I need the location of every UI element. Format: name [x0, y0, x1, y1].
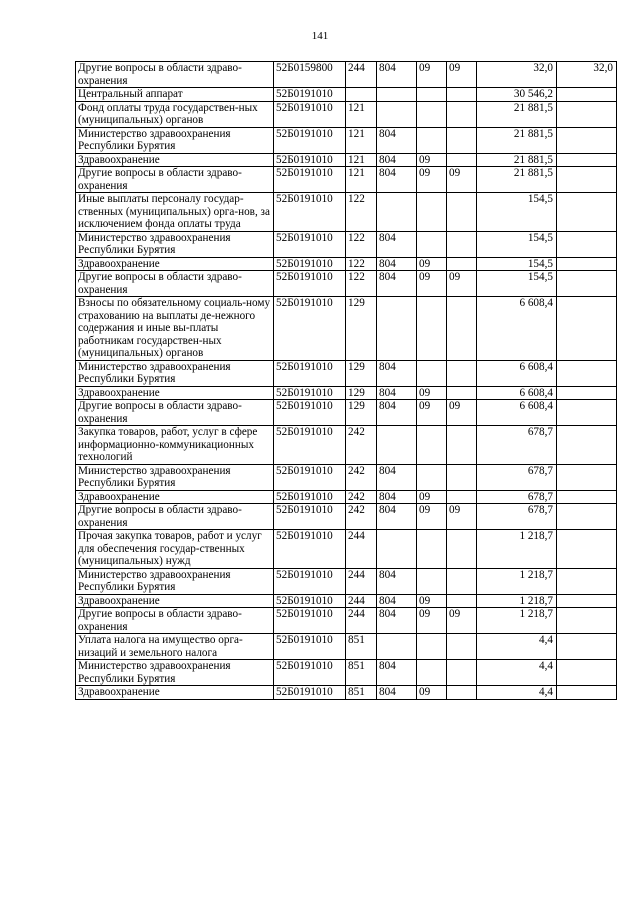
cell-subsection	[447, 127, 477, 153]
cell-section	[417, 297, 447, 361]
cell-subsection	[447, 386, 477, 400]
cell-section: 09	[417, 686, 447, 700]
table-row	[76, 127, 617, 153]
cell-amount: 678,7	[477, 426, 557, 465]
table-row	[76, 271, 617, 297]
cell-expense-type: 851	[346, 634, 377, 660]
cell-target-article: 52Б0191010	[274, 88, 346, 102]
cell-amount-extra	[557, 101, 617, 127]
cell-subsection: 09	[447, 400, 477, 426]
cell-department-code: 804	[377, 504, 417, 530]
cell-amount: 1 218,7	[477, 594, 557, 608]
cell-amount: 4,4	[477, 686, 557, 700]
cell-subsection	[447, 660, 477, 686]
cell-amount: 678,7	[477, 504, 557, 530]
cell-section	[417, 634, 447, 660]
cell-department-code: 804	[377, 490, 417, 504]
cell-expense-type: 244	[346, 608, 377, 634]
cell-department-code: 804	[377, 360, 417, 386]
cell-subsection	[447, 490, 477, 504]
cell-expense-type	[346, 88, 377, 102]
cell-section	[417, 360, 447, 386]
cell-department-code: 804	[377, 568, 417, 594]
cell-section: 09	[417, 504, 447, 530]
cell-subsection	[447, 153, 477, 167]
table-row	[76, 686, 617, 700]
cell-subsection	[447, 634, 477, 660]
cell-name: Здравоохранение	[76, 386, 274, 400]
table-body	[76, 62, 617, 700]
cell-department-code: 804	[377, 62, 417, 88]
cell-target-article: 52Б0191010	[274, 297, 346, 361]
cell-amount-extra	[557, 490, 617, 504]
cell-name: Взносы по обязательному социаль-ному страхованию на выплаты де-нежного содержания и иные вы-платы работникам государствен-ных (муниципальных) органов	[76, 297, 274, 361]
cell-expense-type: 122	[346, 231, 377, 257]
cell-name: Министерство здравоохранения Республики Бурятия	[76, 127, 274, 153]
cell-amount: 154,5	[477, 193, 557, 232]
cell-subsection	[447, 360, 477, 386]
cell-amount: 30 546,2	[477, 88, 557, 102]
cell-name: Иные выплаты персоналу государ-ственных (муниципальных) орга-нов, за исключением фонда оплаты труда	[76, 193, 274, 232]
cell-amount: 154,5	[477, 271, 557, 297]
table-row	[76, 62, 617, 88]
cell-expense-type: 122	[346, 271, 377, 297]
cell-target-article: 52Б0159800	[274, 62, 346, 88]
table-row	[76, 257, 617, 271]
cell-subsection: 09	[447, 271, 477, 297]
cell-department-code: 804	[377, 608, 417, 634]
cell-department-code: 804	[377, 594, 417, 608]
cell-amount: 21 881,5	[477, 153, 557, 167]
cell-name: Другие вопросы в области здраво-охранения	[76, 271, 274, 297]
cell-name: Другие вопросы в области здраво-охранения	[76, 504, 274, 530]
cell-subsection	[447, 530, 477, 569]
cell-amount: 6 608,4	[477, 297, 557, 361]
cell-expense-type: 121	[346, 153, 377, 167]
cell-name: Министерство здравоохранения Республики Бурятия	[76, 660, 274, 686]
cell-name: Министерство здравоохранения Республики Бурятия	[76, 568, 274, 594]
cell-target-article: 52Б0191010	[274, 568, 346, 594]
cell-name: Другие вопросы в области здраво-охранения	[76, 167, 274, 193]
cell-amount-extra	[557, 360, 617, 386]
cell-department-code: 804	[377, 660, 417, 686]
cell-section	[417, 660, 447, 686]
cell-amount: 21 881,5	[477, 127, 557, 153]
table-row	[76, 153, 617, 167]
cell-subsection	[447, 568, 477, 594]
table-row	[76, 504, 617, 530]
table-row	[76, 530, 617, 569]
cell-target-article: 52Б0191010	[274, 231, 346, 257]
table-row	[76, 634, 617, 660]
page-number: 141	[311, 30, 329, 42]
cell-subsection: 09	[447, 504, 477, 530]
cell-amount: 6 608,4	[477, 400, 557, 426]
cell-department-code	[377, 426, 417, 465]
cell-amount-extra	[557, 386, 617, 400]
cell-target-article: 52Б0191010	[274, 400, 346, 426]
cell-target-article: 52Б0191010	[274, 504, 346, 530]
cell-department-code: 804	[377, 257, 417, 271]
cell-subsection: 09	[447, 62, 477, 88]
cell-section: 09	[417, 257, 447, 271]
table-row	[76, 464, 617, 490]
cell-name: Здравоохранение	[76, 490, 274, 504]
budget-table	[75, 61, 617, 700]
cell-amount-extra	[557, 608, 617, 634]
cell-expense-type: 244	[346, 594, 377, 608]
cell-target-article: 52Б0191010	[274, 127, 346, 153]
cell-target-article: 52Б0191010	[274, 608, 346, 634]
cell-section: 09	[417, 594, 447, 608]
cell-amount: 4,4	[477, 634, 557, 660]
cell-amount: 21 881,5	[477, 101, 557, 127]
cell-name: Министерство здравоохранения Республики Бурятия	[76, 231, 274, 257]
cell-expense-type: 129	[346, 360, 377, 386]
cell-target-article: 52Б0191010	[274, 530, 346, 569]
cell-expense-type: 242	[346, 464, 377, 490]
cell-department-code	[377, 634, 417, 660]
cell-amount-extra	[557, 530, 617, 569]
cell-amount-extra: 32,0	[557, 62, 617, 88]
cell-name: Министерство здравоохранения Республики Бурятия	[76, 360, 274, 386]
cell-target-article: 52Б0191010	[274, 153, 346, 167]
cell-target-article: 52Б0191010	[274, 271, 346, 297]
cell-amount-extra	[557, 464, 617, 490]
cell-department-code: 804	[377, 127, 417, 153]
cell-name: Здравоохранение	[76, 153, 274, 167]
cell-expense-type: 244	[346, 530, 377, 569]
table-row	[76, 594, 617, 608]
cell-section: 09	[417, 386, 447, 400]
cell-amount-extra	[557, 297, 617, 361]
cell-section: 09	[417, 153, 447, 167]
table-row	[76, 568, 617, 594]
cell-target-article: 52Б0191010	[274, 686, 346, 700]
cell-amount-extra	[557, 127, 617, 153]
cell-amount-extra	[557, 686, 617, 700]
cell-subsection: 09	[447, 608, 477, 634]
cell-expense-type: 851	[346, 660, 377, 686]
cell-amount-extra	[557, 504, 617, 530]
cell-section: 09	[417, 271, 447, 297]
cell-expense-type: 242	[346, 504, 377, 530]
cell-amount: 678,7	[477, 490, 557, 504]
table-row	[76, 386, 617, 400]
cell-name: Закупка товаров, работ, услуг в сфере информационно-коммуникационных технологий	[76, 426, 274, 465]
cell-name: Уплата налога на имущество орга-низаций и земельного налога	[76, 634, 274, 660]
table-row	[76, 608, 617, 634]
cell-section	[417, 193, 447, 232]
table-row	[76, 88, 617, 102]
cell-department-code: 804	[377, 153, 417, 167]
cell-amount: 678,7	[477, 464, 557, 490]
cell-section: 09	[417, 167, 447, 193]
cell-subsection	[447, 297, 477, 361]
cell-department-code: 804	[377, 231, 417, 257]
cell-target-article: 52Б0191010	[274, 490, 346, 504]
cell-section	[417, 568, 447, 594]
cell-amount-extra	[557, 271, 617, 297]
cell-subsection	[447, 231, 477, 257]
cell-section	[417, 426, 447, 465]
cell-department-code: 804	[377, 464, 417, 490]
cell-department-code	[377, 101, 417, 127]
cell-subsection	[447, 193, 477, 232]
cell-subsection	[447, 88, 477, 102]
cell-target-article: 52Б0191010	[274, 167, 346, 193]
cell-section: 09	[417, 490, 447, 504]
cell-name: Центральный аппарат	[76, 88, 274, 102]
cell-expense-type: 122	[346, 257, 377, 271]
cell-name: Другие вопросы в области здраво-охранения	[76, 400, 274, 426]
cell-name: Министерство здравоохранения Республики Бурятия	[76, 464, 274, 490]
cell-target-article: 52Б0191010	[274, 660, 346, 686]
table-row	[76, 400, 617, 426]
cell-section: 09	[417, 608, 447, 634]
cell-target-article: 52Б0191010	[274, 257, 346, 271]
cell-amount-extra	[557, 594, 617, 608]
cell-amount-extra	[557, 88, 617, 102]
cell-expense-type: 122	[346, 193, 377, 232]
cell-amount: 4,4	[477, 660, 557, 686]
cell-department-code: 804	[377, 271, 417, 297]
cell-subsection: 09	[447, 167, 477, 193]
cell-amount-extra	[557, 193, 617, 232]
cell-subsection	[447, 594, 477, 608]
cell-amount-extra	[557, 634, 617, 660]
cell-target-article: 52Б0191010	[274, 360, 346, 386]
cell-expense-type: 121	[346, 101, 377, 127]
cell-amount: 21 881,5	[477, 167, 557, 193]
cell-expense-type: 129	[346, 400, 377, 426]
cell-name: Фонд оплаты труда государствен-ных (муниципальных) органов	[76, 101, 274, 127]
cell-name: Другие вопросы в области здраво-охранения	[76, 608, 274, 634]
cell-amount-extra	[557, 153, 617, 167]
cell-amount: 1 218,7	[477, 608, 557, 634]
cell-target-article: 52Б0191010	[274, 634, 346, 660]
cell-expense-type: 121	[346, 167, 377, 193]
cell-amount-extra	[557, 167, 617, 193]
table-row	[76, 101, 617, 127]
cell-section: 09	[417, 400, 447, 426]
cell-expense-type: 244	[346, 62, 377, 88]
cell-department-code: 804	[377, 686, 417, 700]
cell-section	[417, 101, 447, 127]
cell-amount-extra	[557, 426, 617, 465]
table-row	[76, 297, 617, 361]
cell-department-code	[377, 530, 417, 569]
cell-amount-extra	[557, 660, 617, 686]
table-row	[76, 660, 617, 686]
table-row	[76, 193, 617, 232]
cell-amount: 6 608,4	[477, 386, 557, 400]
cell-target-article: 52Б0191010	[274, 594, 346, 608]
cell-department-code: 804	[377, 167, 417, 193]
cell-expense-type: 129	[346, 297, 377, 361]
cell-subsection	[447, 464, 477, 490]
cell-amount: 154,5	[477, 257, 557, 271]
cell-amount: 32,0	[477, 62, 557, 88]
cell-expense-type: 242	[346, 490, 377, 504]
cell-subsection	[447, 101, 477, 127]
cell-name: Другие вопросы в области здраво-охранения	[76, 62, 274, 88]
table-row	[76, 490, 617, 504]
cell-amount-extra	[557, 257, 617, 271]
cell-section: 09	[417, 62, 447, 88]
cell-target-article: 52Б0191010	[274, 464, 346, 490]
cell-target-article: 52Б0191010	[274, 386, 346, 400]
cell-amount: 1 218,7	[477, 568, 557, 594]
cell-section	[417, 464, 447, 490]
cell-target-article: 52Б0191010	[274, 426, 346, 465]
cell-section	[417, 231, 447, 257]
table-row	[76, 167, 617, 193]
cell-expense-type: 244	[346, 568, 377, 594]
cell-department-code	[377, 193, 417, 232]
cell-expense-type: 851	[346, 686, 377, 700]
cell-department-code: 804	[377, 386, 417, 400]
cell-subsection	[447, 257, 477, 271]
cell-amount: 1 218,7	[477, 530, 557, 569]
table-row	[76, 231, 617, 257]
cell-section	[417, 127, 447, 153]
cell-department-code: 804	[377, 400, 417, 426]
cell-name: Прочая закупка товаров, работ и услуг для обеспечения государ-ственных (муниципальных) нужд	[76, 530, 274, 569]
cell-name: Здравоохранение	[76, 257, 274, 271]
cell-expense-type: 129	[346, 386, 377, 400]
table-row	[76, 360, 617, 386]
cell-target-article: 52Б0191010	[274, 193, 346, 232]
cell-name: Здравоохранение	[76, 594, 274, 608]
cell-department-code	[377, 297, 417, 361]
cell-subsection	[447, 686, 477, 700]
cell-amount-extra	[557, 400, 617, 426]
table-row	[76, 426, 617, 465]
cell-amount-extra	[557, 231, 617, 257]
cell-amount: 154,5	[477, 231, 557, 257]
cell-expense-type: 121	[346, 127, 377, 153]
cell-expense-type: 242	[346, 426, 377, 465]
cell-subsection	[447, 426, 477, 465]
cell-amount: 6 608,4	[477, 360, 557, 386]
cell-name: Здравоохранение	[76, 686, 274, 700]
cell-section	[417, 88, 447, 102]
cell-target-article: 52Б0191010	[274, 101, 346, 127]
cell-amount-extra	[557, 568, 617, 594]
cell-department-code	[377, 88, 417, 102]
cell-section	[417, 530, 447, 569]
